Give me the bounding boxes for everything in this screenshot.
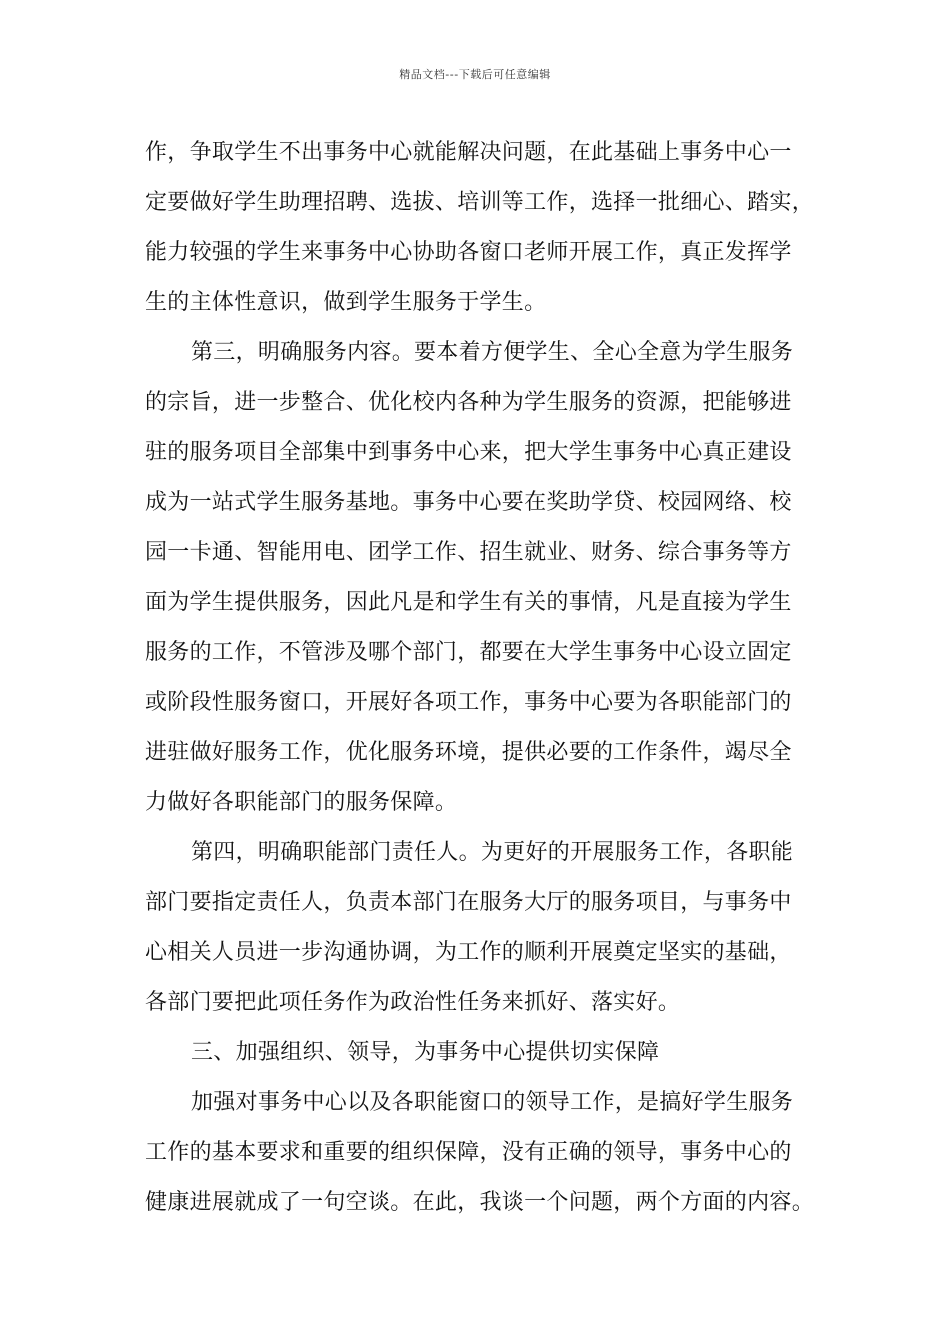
page-header: 精品文档---下载后可任意编辑 [399,68,551,81]
paragraph-start-line: 第四，明确职能部门责任人。为更好的开展服务工作，各职能 [191,840,794,865]
text-line: 驻的服务项目全部集中到事务中心来，把大学生事务中心真正建设 [145,440,792,465]
text-line: 的宗旨，进一步整合、优化校内各种为学生服务的资源，把能够进 [145,390,792,415]
body-text [145,128,835,1228]
section-heading: 三、加强组织、领导，为事务中心提供切实保障 [191,1040,660,1065]
paragraph-start-line: 加强对事务中心以及各职能窗口的领导工作，是搞好学生服务 [191,1090,794,1115]
text-line: 园一卡通、智能用电、团学工作、招生就业、财务、综合事务等方 [145,540,792,565]
text-line: 各部门要把此项任务作为政治性任务来抓好、落实好。 [145,990,681,1015]
text-line: 力做好各职能部门的服务保障。 [145,790,458,815]
text-line: 健康进展就成了一句空谈。在此，我谈一个问题，两个方面的内容。 [145,1190,815,1215]
text-line: 作，争取学生不出事务中心就能解决问题，在此基础上事务中心一 [145,140,792,165]
text-line: 心相关人员进一步沟通协调，为工作的顺利开展奠定坚实的基础， [145,940,792,965]
text-line: 或阶段性服务窗口，开展好各项工作，事务中心要为各职能部门的 [145,690,792,715]
text-line: 定要做好学生助理招聘、选拔、培训等工作，选择一批细心、踏实， [145,190,815,215]
text-line: 生的主体性意识，做到学生服务于学生。 [145,290,547,315]
paragraph-start-line: 第三，明确服务内容。要本着方便学生、全心全意为学生服务 [191,340,794,365]
text-line: 部门要指定责任人，负责本部门在服务大厅的服务项目，与事务中 [145,890,792,915]
text-line: 面为学生提供服务，因此凡是和学生有关的事情，凡是直接为学生 [145,590,792,615]
text-line: 能力较强的学生来事务中心协助各窗口老师开展工作，真正发挥学 [145,240,792,265]
text-line: 成为一站式学生服务基地。事务中心要在奖助学贷、校园网络、校 [145,490,792,515]
text-line: 工作的基本要求和重要的组织保障，没有正确的领导，事务中心的 [145,1140,792,1165]
text-line: 服务的工作，不管涉及哪个部门，都要在大学生事务中心设立固定 [145,640,792,665]
text-line: 进驻做好服务工作，优化服务环境，提供必要的工作条件，竭尽全 [145,740,792,765]
